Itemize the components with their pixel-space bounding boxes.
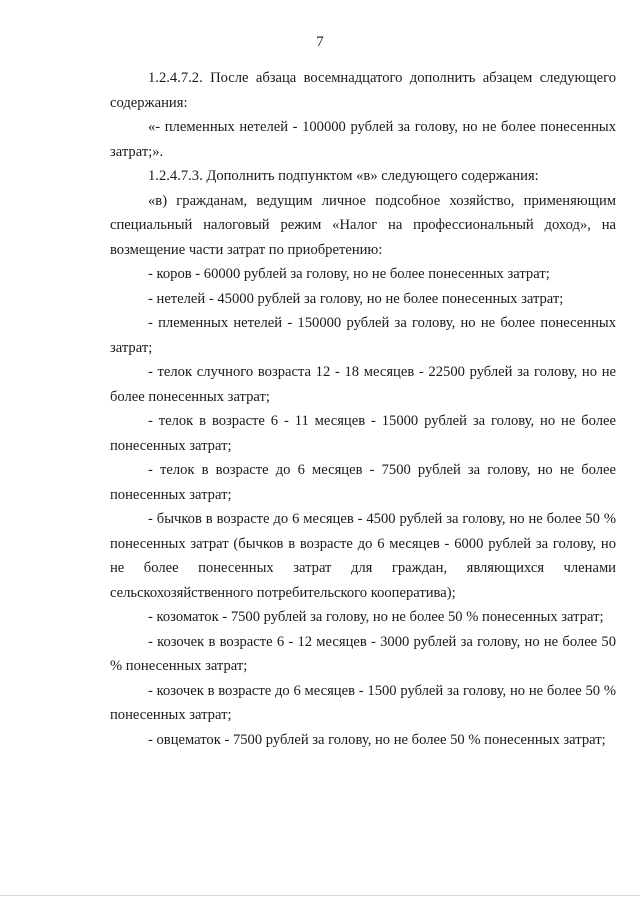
scan-bottom-edge	[0, 895, 640, 896]
paragraph-breeding-heifers-100000: «- племенных нетелей - 100000 рублей за голову, но не более понесенных затрат;».	[110, 119, 616, 160]
list-item-ewes: - овцематок - 7500 рублей за голову, но не более 50 % понесенных затрат;	[148, 731, 606, 748]
list-item-heifers: - нетелей - 45000 рублей за голову, но не более понесенных затрат;	[148, 290, 564, 307]
paragraph-1-2-4-7-2: 1.2.4.7.2. После абзаца восемнадцатого дополнить абзацем следующего содержания:	[110, 70, 616, 111]
page-number: 7	[316, 34, 324, 50]
list-item-breeding-heifers: - племенных нетелей - 150000 рублей за голову, но не более понесенных затрат;	[110, 315, 616, 356]
list-item-goats: - козоматок - 7500 рублей за голову, но не более 50 % понесенных затрат;	[148, 609, 604, 625]
list-item-kids-under-6-months: - козочек в возрасте до 6 месяцев - 1500 рублей за голову, но не более 50 % понесенных затрат;	[110, 682, 616, 723]
list-item-heifers-12-18-months: - телок случного возраста 12 - 18 месяцев - 22500 рублей за голову, но не более понесенных затрат;	[110, 364, 616, 405]
list-item-bull-calves: - бычков в возрасте до 6 месяцев - 4500 рублей за голову, но не более 50 % понесенных затрат (бычков в возрасте до 6 месяцев - 6000 рублей за голову, но не более понесенных затрат для граждан, являющихся членами сельскохозяйственного потребительского кооператива);	[110, 511, 616, 601]
list-item-kids-6-12-months: - козочек в возрасте 6 - 12 месяцев - 3000 рублей за голову, но не более 50 % понесенных затрат;	[110, 633, 616, 674]
list-item-calves-under-6-months: - телок в возрасте до 6 месяцев - 7500 рублей за голову, но не более понесенных затрат;	[110, 462, 616, 503]
paragraph-subitem-v-intro: «в) гражданам, ведущим личное подсобное хозяйство, применяющим специальный налоговый режим «Налог на профессиональный доход», на возмещение части затрат по приобретению:	[110, 192, 616, 258]
list-item-calves-6-11-months: - телок в возрасте 6 - 11 месяцев - 15000 рублей за голову, но не более понесенных затрат;	[110, 413, 616, 454]
paragraph-1-2-4-7-3: 1.2.4.7.3. Дополнить подпунктом «в» следующего содержания:	[148, 168, 539, 184]
list-item-cows: - коров - 60000 рублей за голову, но не более понесенных затрат;	[148, 266, 550, 282]
document-body	[110, 66, 616, 752]
